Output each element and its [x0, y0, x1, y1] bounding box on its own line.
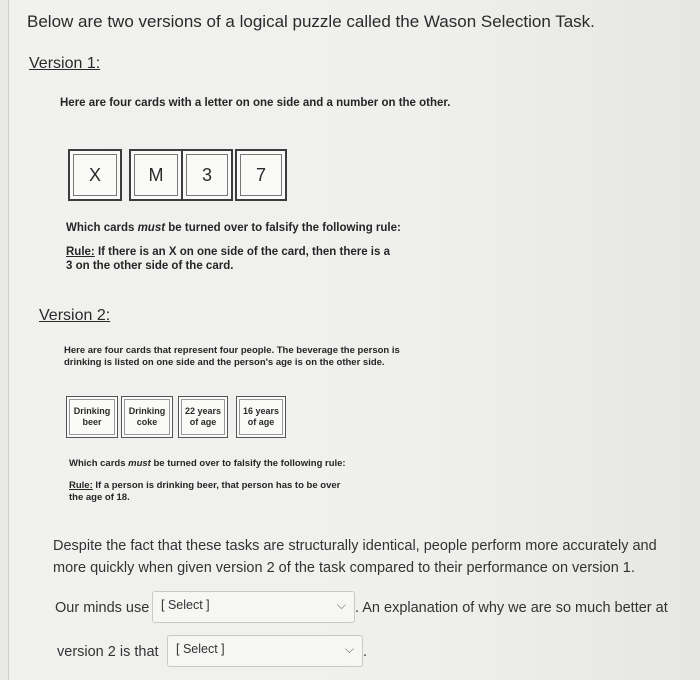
intro-text: Below are two versions of a logical puzzle called the Wason Selection Task.	[27, 12, 595, 31]
card-3: 3	[181, 149, 233, 201]
q2-select-dropdown[interactable]	[167, 635, 363, 667]
version2-heading: Version 2:	[39, 307, 111, 324]
card-drinking-coke: Drinking coke	[121, 396, 173, 438]
chevron-down-icon: ⌵	[344, 642, 354, 656]
version1-heading: Version 1:	[29, 55, 101, 72]
card-16-years: 16 years of age	[236, 396, 286, 438]
question-page	[8, 0, 700, 680]
card-22-years: 22 years of age	[178, 396, 228, 438]
version1-instruction: Here are four cards with a letter on one side and a number on the other.	[60, 97, 451, 109]
card-m: M	[129, 149, 183, 201]
q1-select-value: [ Select ]	[161, 598, 210, 612]
version1-rule: Rule: If there is an X on one side of the card, then there is a 3 on the other side of the card.	[66, 246, 390, 272]
explanation-paragraph: Despite the fact that these tasks are structurally identical, people perform more accurately and more quickly when given version 2 of the task compared to their performance on version 1.	[53, 538, 657, 576]
card-x: X	[68, 149, 122, 201]
q1-select-dropdown[interactable]	[152, 591, 355, 623]
version2-instruction: Here are four cards that represent four people. The beverage the person is drinking is listed on one side and the person's age is on the other side.	[64, 345, 400, 368]
q2-select-value: [ Select ]	[176, 642, 225, 656]
version1-question: Which cards must be turned over to falsify the following rule:	[66, 222, 401, 234]
card-7: 7	[235, 149, 287, 201]
version2-question: Which cards must be turned over to falsify the following rule:	[69, 458, 346, 469]
q1-suffix: . An explanation of why we are so much better at	[355, 600, 668, 616]
q2-prefix: version 2 is that	[57, 644, 159, 660]
version2-rule: Rule: If a person is drinking beer, that person has to be over the age of 18.	[69, 480, 341, 503]
card-drinking-beer: Drinking beer	[66, 396, 118, 438]
q1-prefix: Our minds use	[55, 600, 150, 616]
chevron-down-icon: ⌵	[336, 598, 346, 612]
q2-suffix: .	[363, 644, 368, 660]
